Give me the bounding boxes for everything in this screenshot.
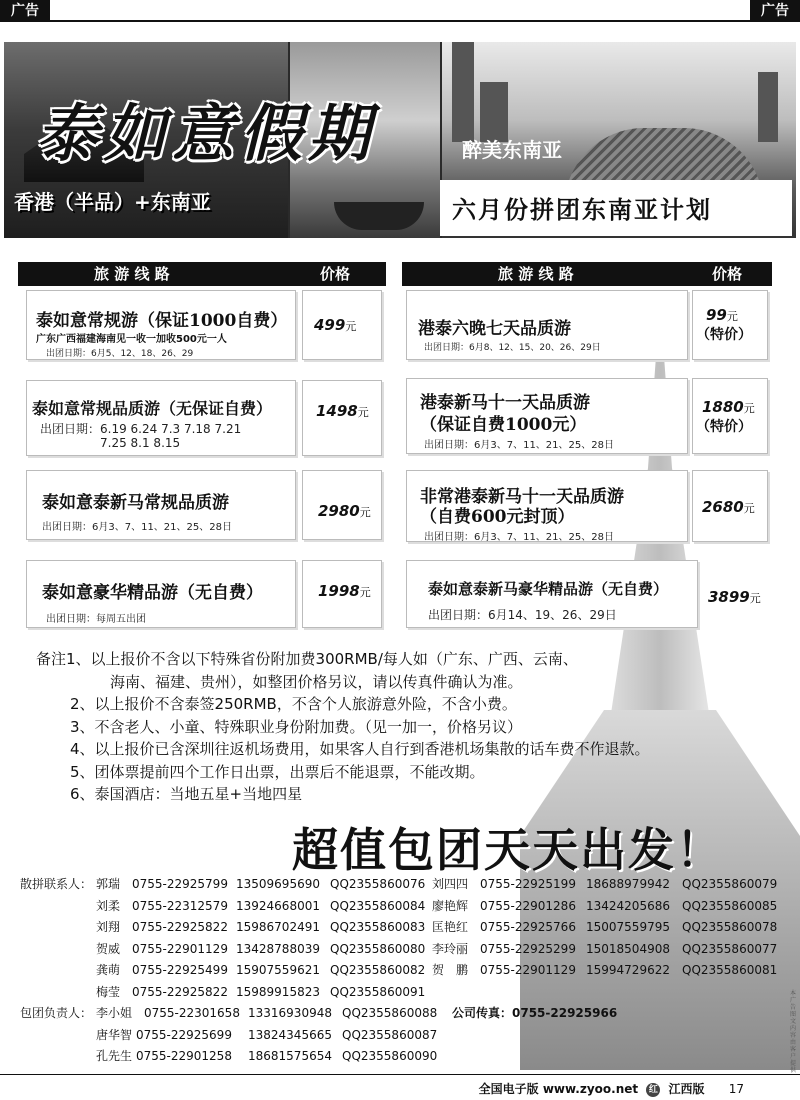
route-name: 非常港泰新马十一天品质游 [420,487,624,507]
contact-tel: 0755-22925299 [480,941,576,956]
contact-tel: 0755-22925199 [480,877,576,891]
contacts [20,874,790,1068]
contact-qq: QQ2355860080 [330,941,426,956]
route-price: 1998元 [318,582,371,600]
route-name: 泰如意常规游（保证1000自费） [36,311,288,331]
contact-tel: 0755-22925766 [480,920,576,934]
contact-qq: QQ2355860088 [342,1006,438,1020]
contact-mobile: 13316930948 [248,1006,332,1020]
sanpin-label: 散拼联系人： [20,877,93,891]
contact-mobile: 15986702491 [236,920,320,934]
route-date: 出团日期：6月14、19、26、29日 [428,608,617,622]
contact-row [20,896,790,918]
route-note: 广东广西福建海南见一收一加收500元一人 [36,334,227,345]
contact-tel: 0755-22901258 [136,1049,232,1063]
contact-mobile: 13509695690 [236,877,320,891]
contact-tel: 0755-22925822 [132,984,228,999]
contact-tel: 0755-22925699 [136,1027,232,1042]
contact-qq: QQ2355860079 [682,877,778,891]
contact-tel: 0755-22901129 [480,963,576,977]
contact-tel: 0755-22925799 [132,877,228,891]
contact-mobile: 15018504908 [586,941,670,956]
contact-qq: QQ2355860076 [330,877,426,891]
contact-tel: 0755-22312579 [132,898,228,913]
slogan: 超值包团天天出发！ [292,823,724,877]
route-date: 出团日期：6月3、7、11、21、25、28日 [42,522,232,533]
contact-mobile: 15007559795 [586,920,670,934]
contact-qq: QQ2355860084 [330,898,426,913]
route-name: 泰如意常规品质游（无保证自费） [32,399,273,418]
side-vertical-text: 本广告图文内容由客户提供 [790,990,797,1074]
contact-tel: 0755-22901129 [132,941,228,956]
remark-line: 6、泰国酒店：当地五星+当地四星 [70,785,303,803]
boat-graphic [334,202,424,230]
contact-name: 贺威 [96,941,121,956]
remark-line: 5、团体票提前四个工作日出票，出票后不能退票，不能改期。 [70,762,485,781]
remark-line: 海南、福建、贵州），如整团价格另议，请以传真件确认为准。 [110,672,523,691]
contact-mobile: 15989915823 [236,984,320,999]
contact-tel: 0755-22925499 [132,963,228,977]
route-date: 出团日期：6.19 6.24 7.3 7.18 7.21 [40,422,242,436]
contact-tel: 0755-22901286 [480,898,576,913]
route-name: 港泰新马十一天品质游 [420,393,590,413]
header-price-right: 价格 [712,265,743,283]
banner-subtitle: 香港（半品）+东南亚 [14,190,211,214]
route-name: 泰如意泰新马常规品质游 [42,493,229,513]
contact-mobile: 13428788039 [236,941,320,956]
baotuan-row [20,1046,790,1068]
route-price: 3899元 [708,588,761,606]
contact-name: 郭瑞 [96,877,121,891]
route-name: 泰如意豪华精品游（无自费） [42,583,263,603]
banner-title: 泰如意假期 [36,97,377,170]
route-price: 1498元 [316,402,369,420]
plan-title: 六月份拼团东南亚计划 [452,196,712,224]
contact-row [20,982,790,1004]
company-fax: 公司传真：0755-22925966 [452,1006,618,1020]
contact-name: 李小姐 [96,1006,133,1020]
contact-tel: 0755-22301658 [144,1006,240,1020]
route-price: 2680元 [702,498,755,516]
header-route-right: 旅 游 线 路 [498,265,574,283]
price-note: （特价） [696,419,752,435]
header-route-left: 旅 游 线 路 [94,265,170,283]
contact-qq: QQ2355860091 [330,984,426,999]
price-note: （特价） [696,327,752,343]
route-name-cont: （保证自费1000元） [420,415,587,435]
contact-qq: QQ2355860078 [682,920,778,934]
ad-label-right: 广告 [750,0,800,22]
header-price-left: 价格 [320,265,351,283]
footer [479,1080,744,1097]
remark-line: 2、以上报价不含泰签250RMB，不含个人旅游意外险，不含小费。 [70,695,517,713]
contact-name: 贺 鹏 [432,963,469,977]
remark-line: 4、以上报价已含深圳往返机场费用，如果客人自行到香港机场集散的话车费不作退款。 [70,740,650,758]
route-date: 出团日期：每周五出团 [46,614,146,625]
contact-qq: QQ2355860085 [682,898,778,913]
footer-site[interactable]: 全国电子版 www.zyoo.net [478,1082,639,1096]
contact-qq: QQ2355860077 [682,941,778,956]
top-rule [50,20,750,22]
page-number: 17 [728,1082,744,1096]
route-date: 出团日期：6月5、12、18、26、29 [46,349,194,359]
table-header-right [402,262,772,286]
route-price: 99元 [706,306,738,324]
remarks [36,648,776,806]
route-name: 港泰六晚七天品质游 [418,319,571,339]
route-date: 出团日期：6月3、7、11、21、25、28日 [424,532,614,543]
contact-mobile: 18681575654 [248,1049,332,1063]
contact-mobile: 18688979942 [586,877,670,891]
contact-qq: QQ2355860087 [342,1027,438,1042]
table-header-left [18,262,386,286]
remark-line: 备注1、以上报价不含以下特殊省份附加费300RMB/每人如（广东、广西、云南、 [36,650,578,668]
route-name: 泰如意泰新马豪华精品游（无自费） [428,580,669,598]
contact-name: 孔先生 [96,1049,133,1063]
remark-line: 3、不含老人、小童、特殊职业身份附加费。（见一加一，价格另议） [70,717,523,736]
route-price: 2980元 [318,502,371,520]
contact-name: 刘翔 [96,920,121,934]
route-date: 出团日期：6月8、12、15、20、26、29日 [424,343,601,353]
contact-mobile: 15907559621 [236,963,320,977]
contact-row [20,960,790,982]
ad-label-left: 广告 [0,0,50,22]
contact-row [20,874,790,896]
banner-tagline: 醉美东南亚 [462,138,562,162]
route-price: 499元 [314,316,357,334]
contact-name: 廖艳辉 [432,898,469,913]
route-date: 出团日期：6月3、7、11、21、25、28日 [424,440,614,451]
contact-qq: QQ2355860090 [342,1049,438,1063]
contact-mobile: 15994729622 [586,963,670,977]
baotuan-row [20,1025,790,1047]
footer-edition: 江西版 [668,1082,705,1096]
contact-mobile: 13924668001 [236,898,320,913]
contact-name: 匡艳红 [432,920,469,934]
red-logo-icon: 红 [646,1083,660,1097]
bottom-rule [0,1074,800,1075]
contact-name: 梅莹 [96,984,121,999]
baotuan-row [20,1003,790,1025]
contact-row [20,917,790,939]
baotuan-label: 包团负责人： [20,1006,93,1020]
contact-name: 李玲丽 [432,941,469,956]
contact-tel: 0755-22925822 [132,920,228,934]
contact-name: 刘四四 [432,877,469,891]
contact-qq: QQ2355860082 [330,963,426,977]
contact-row [20,939,790,961]
route-price: 1880元 [702,398,755,416]
contact-mobile: 13824345665 [248,1027,332,1042]
contact-name: 唐华智 [96,1027,133,1042]
contact-qq: QQ2355860083 [330,920,426,934]
route-name-cont: （自费600元封顶） [420,507,575,527]
contact-qq: QQ2355860081 [682,963,778,977]
route-date-cont: 7.25 8.1 8.15 [100,436,181,450]
contact-mobile: 13424205686 [586,898,670,913]
contact-name: 龚萌 [96,963,121,977]
contact-name: 刘柔 [96,898,121,913]
